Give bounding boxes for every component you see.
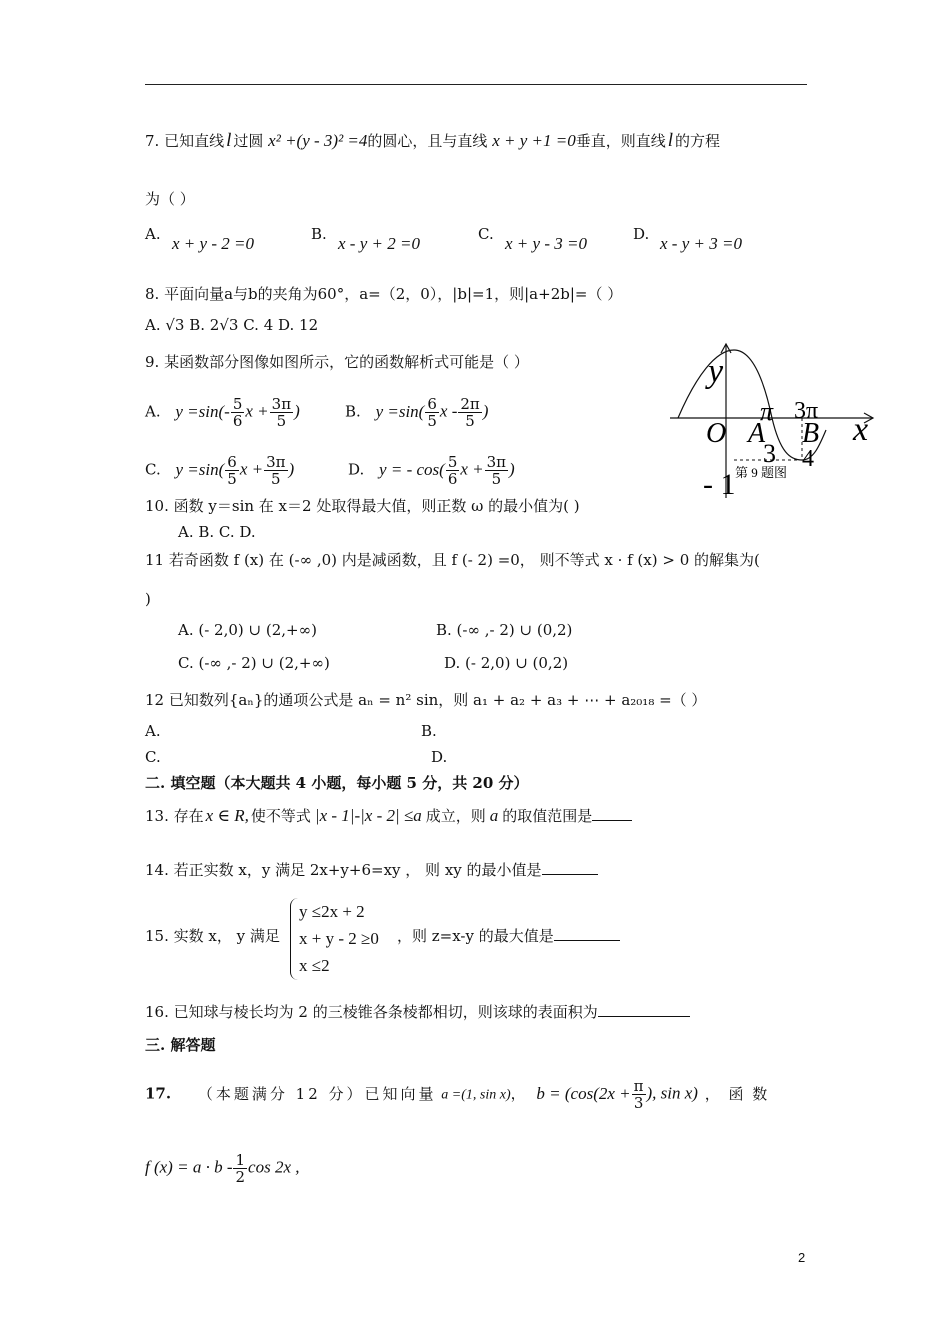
question-13: 13. 存在 x ∈ R, 使不等式 |x - 1|-|x - 2| ≤a 成立，则 a 的取值范围是 (145, 806, 632, 826)
question-16: 16. 已知球与棱长均为 2 的三棱锥各条棱都相切，则该球的表面积为 (145, 1002, 690, 1022)
three-label: 3 (763, 439, 776, 468)
q15-constraint-3: x ≤2 (299, 956, 330, 975)
q7-option-d: x - y + 3 =0 (660, 234, 742, 253)
q12-option-b: B. (421, 722, 437, 740)
q7-option-d-label: D. (633, 225, 650, 243)
q15-constraint-1: y ≤2x + 2 (299, 902, 365, 921)
question-11-close: ) (145, 590, 151, 608)
pi-label: π (760, 397, 774, 426)
question-17-function: f (x) = a · b - $\frac{1}{2}$ cos 2x , (145, 1151, 300, 1186)
q11-option-b: B. (-∞ ,- 2) ∪ (0,2) (436, 621, 573, 639)
question-12: 12 已知数列{aₙ}的通项公式是 aₙ = n² sin，则 a₁ + a₂ + a₃ + ⋯ + a₂₀₁₈ =（ ） (145, 691, 707, 709)
q11-option-d: D. (- 2,0) ∪ (0,2) (444, 654, 569, 672)
q9-option-a: A. y =sin(- $\frac{5}{6}$ x + $\frac{3\pi}{5}$ ) (145, 395, 300, 430)
question-15-prefix: 15. 实数 x， y 满足 (145, 927, 280, 945)
header-rule (145, 84, 807, 85)
point-b-label: B (802, 418, 820, 449)
question-9: 9. 某函数部分图像如图所示，它的函数解析式可能是（ ） (145, 353, 529, 371)
figure-caption: 第 9 题图 (735, 465, 788, 480)
page-number: 2 (798, 1250, 806, 1265)
q9-figure (668, 340, 878, 500)
x-axis-label: x (853, 411, 869, 448)
question-10: 10. 函数 y＝sin 在 x＝2 处取得最大值，则正数 ω 的最小值为( ) (145, 497, 580, 515)
q12-option-c: C. (145, 748, 161, 766)
origin-label: O (706, 418, 727, 449)
section-2-heading: 二. 填空题（本大题共 4 小题，每小题 5 分，共 20 分） (145, 774, 529, 792)
q15-constraint-system (290, 898, 379, 980)
q11-option-a: A. (- 2,0) ∪ (2,+∞) (178, 621, 317, 639)
q12-option-a: A. (145, 722, 161, 740)
y-axis-label: y (708, 353, 724, 390)
q15-constraint-2: x + y - 2 ≥0 (299, 929, 379, 948)
q14-blank[interactable] (542, 874, 598, 875)
q12-option-d: D. (431, 748, 448, 766)
q16-blank[interactable] (598, 1016, 690, 1017)
q7-option-a-label: A. (145, 225, 161, 243)
q7-option-b-label: B. (311, 225, 327, 243)
section-3-heading: 三. 解答题 (145, 1036, 216, 1054)
point-a-label: A (748, 418, 766, 449)
question-7-line2: 为（ ） (145, 190, 195, 208)
question-17: 17. （本题满分 12 分）已知向量 a =(1, sin x)， b = (cos(2x + $\frac{\pi}{3}$ ), sin x) ， 函 数 (145, 1077, 770, 1112)
q9-option-b: B. y =sin( $\frac{6}{5}$ x - $\frac{2\pi}{5}$ ) (345, 395, 489, 430)
q9-option-c: C. y =sin( $\frac{6}{5}$ x + $\frac{3\pi}{5}$ ) (145, 453, 295, 488)
question-10-options: A. B. C. D. (178, 523, 256, 541)
question-11: 11 若奇函数 f (x) 在 (-∞ ,0) 内是减函数，且 f (- 2) =0， 则不等式 x · f (x) > 0 的解集为( (145, 551, 760, 569)
q7-option-c: x + y - 3 =0 (505, 234, 587, 253)
four-label: 4 (802, 446, 814, 472)
q13-blank[interactable] (592, 820, 632, 821)
three-pi-label: 3π (794, 398, 819, 424)
question-15-suffix: ，则 z=x-y 的最大值是 (397, 926, 620, 946)
question-14: 14. 若正实数 x，y 满足 2x+y+6=xy ， 则 xy 的最小值是 (145, 860, 598, 880)
question-7: 7. 已知直线 l 过圆 x² +(y - 3)² =4的圆心，且与直线 x + y +1 =0垂直，则直线 l 的方程 (145, 130, 721, 151)
question-8-options: A. √3 B. 2√3 C. 4 D. 12 (145, 316, 319, 334)
q7-option-a: x + y - 2 =0 (172, 234, 254, 253)
neg-one-label: - 1 (703, 468, 736, 500)
q11-option-c: C. (-∞ ,- 2) ∪ (2,+∞) (178, 654, 330, 672)
q7-option-c-label: C. (478, 225, 494, 243)
q15-blank[interactable] (554, 940, 620, 941)
q7-option-b: x - y + 2 =0 (338, 234, 420, 253)
q9-option-d: D. y = - cos( $\frac{5}{6}$ x + $\frac{3\pi}{5}$ ) (348, 453, 515, 488)
question-8: 8. 平面向量a与b的夹角为60°，a=（2，0），|b|=1，则|a+2b|=（ ） (145, 285, 623, 303)
